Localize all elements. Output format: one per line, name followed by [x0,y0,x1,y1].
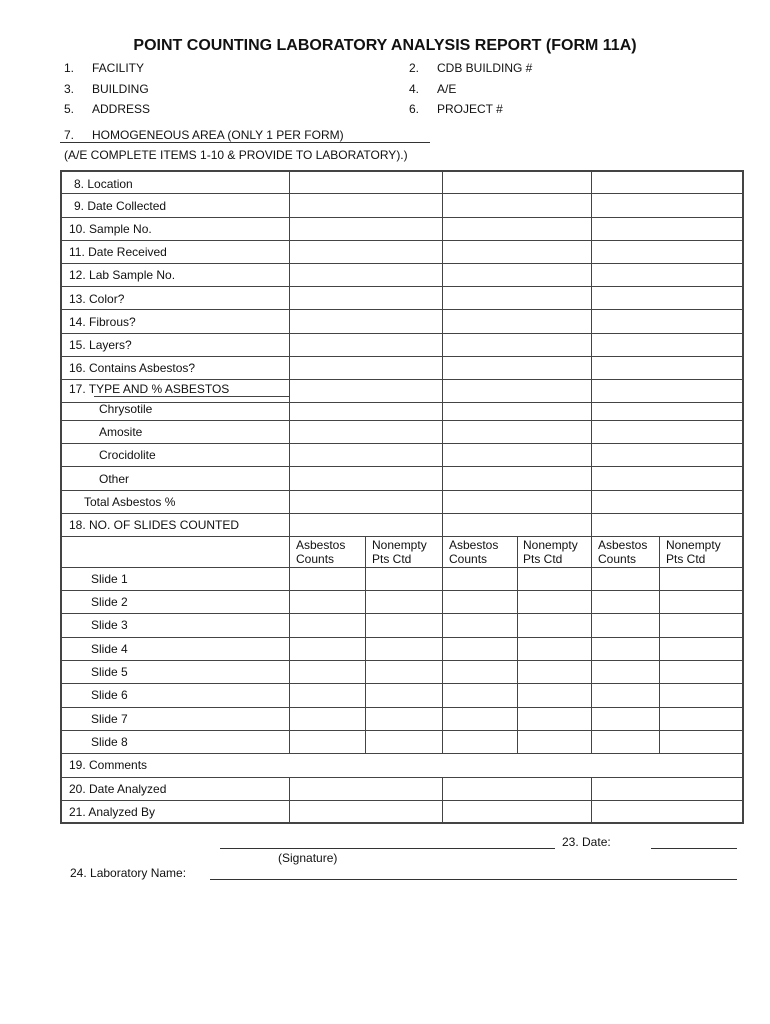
instructions-text: (A/E COMPLETE ITEMS 1-10 & PROVIDE TO LABORATORY).) [64,148,408,162]
row-slide-6: Slide 6 [91,688,128,702]
field-3-number: 3. [64,82,75,96]
field-6-number: 6. [409,102,420,116]
field-homogeneous-area-label: HOMOGENEOUS AREA (ONLY 1 PER FORM) [92,128,344,142]
row-fibrous: 14. Fibrous? [69,315,136,329]
row-amosite: Amosite [99,425,143,439]
row-comments: 19. Comments [69,758,148,772]
homogeneous-area-underline [60,142,430,143]
row-crocidolite: Crocidolite [99,448,156,462]
row-location: 8. Location [74,177,133,191]
field-1-number: 1. [64,61,75,75]
row-analyzed-by: 21. Analyzed By [69,805,156,819]
row-date-received: 11. Date Received [69,245,167,259]
row-date-collected: 9. Date Collected [74,199,167,213]
field-5-number: 5. [64,102,75,116]
field-facility-label: FACILITY [92,61,145,75]
field-project-label: PROJECT # [437,102,503,116]
row-slide-4: Slide 4 [91,642,128,656]
signature-line[interactable] [220,848,555,849]
date-label: 23. Date: [562,835,611,849]
row-sample-no: 10. Sample No. [69,222,152,236]
row-slides-counted: 18. NO. OF SLIDES COUNTED [69,518,240,532]
page-title: POINT COUNTING LABORATORY ANALYSIS REPORT (FORM 11A) [133,37,637,54]
field-ae-label: A/E [437,82,457,96]
row-lab-sample-no: 12. Lab Sample No. [69,268,176,282]
row-total-asbestos: Total Asbestos % [84,495,176,509]
subheader-asbestos-counts-1: Asbestos Counts [296,538,346,566]
row-slide-3: Slide 3 [91,618,128,632]
row-slide-2: Slide 2 [91,595,128,609]
field-building-label: BUILDING [92,82,149,96]
field-address-label: ADDRESS [92,102,151,116]
field-7-number: 7. [64,128,75,142]
row-date-analyzed: 20. Date Analyzed [69,782,167,796]
analysis-table [60,170,744,824]
laboratory-name-line[interactable] [210,879,737,880]
row-contains-asbestos: 16. Contains Asbestos? [69,361,196,375]
field-4-number: 4. [409,82,420,96]
row-type-and-percent: 17. TYPE AND % ASBESTOS [69,382,230,396]
row-chrysotile: Chrysotile [99,402,153,416]
date-line[interactable] [651,848,737,849]
row-slide-1: Slide 1 [91,572,128,586]
subheader-asbestos-counts-3: Asbestos Counts [598,538,648,566]
row-layers: 15. Layers? [69,338,132,352]
row-slide-5: Slide 5 [91,665,128,679]
field-cdb-building-label: CDB BUILDING # [437,61,533,75]
subheader-nonempty-pts-2: Nonempty Pts Ctd [523,538,578,566]
laboratory-name-label: 24. Laboratory Name: [70,866,187,880]
signature-label: (Signature) [278,851,338,865]
row-slide-8: Slide 8 [91,735,128,749]
row-other: Other [99,472,130,486]
subheader-nonempty-pts-1: Nonempty Pts Ctd [372,538,427,566]
subheader-nonempty-pts-3: Nonempty Pts Ctd [666,538,721,566]
row-color: 13. Color? [69,292,125,306]
row-slide-7: Slide 7 [91,712,128,726]
field-2-number: 2. [409,61,420,75]
subheader-asbestos-counts-2: Asbestos Counts [449,538,499,566]
